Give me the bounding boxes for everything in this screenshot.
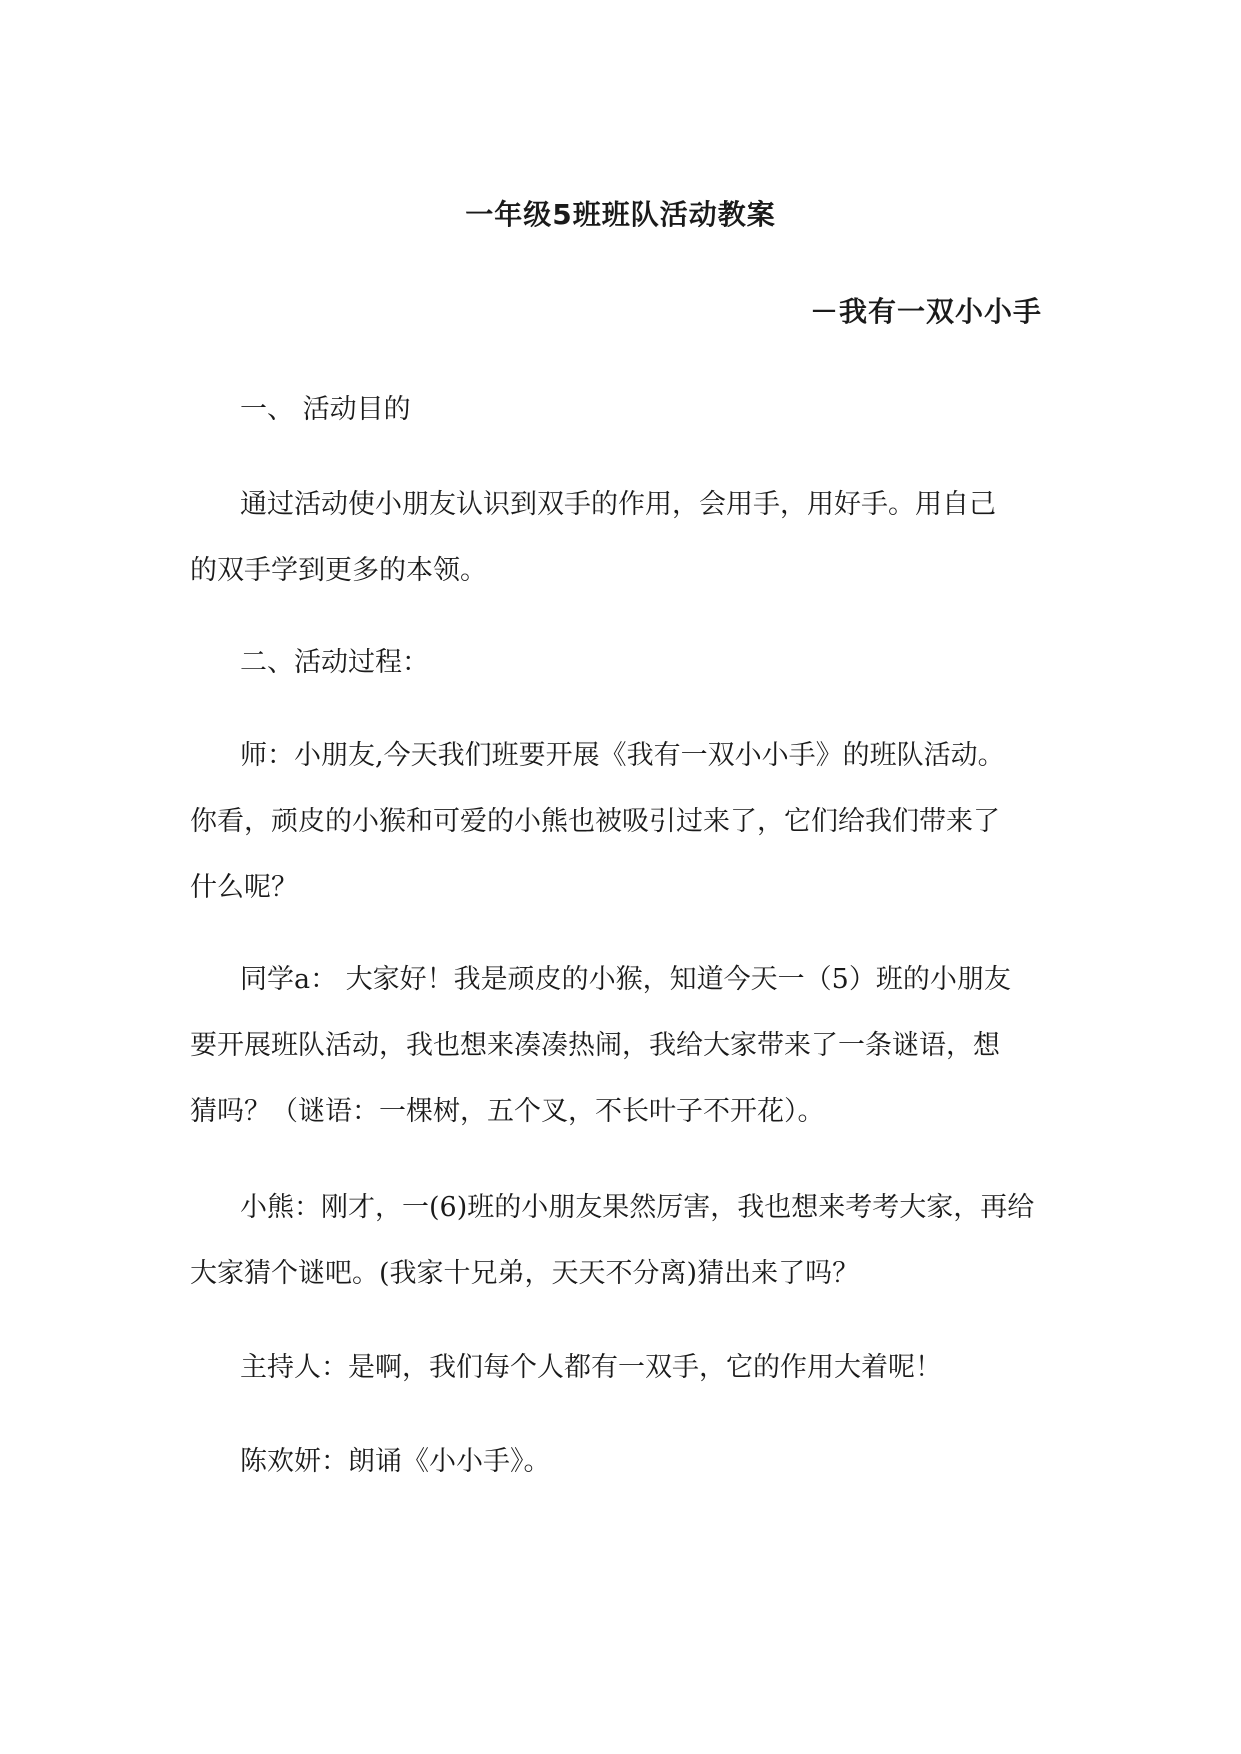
recitation-paragraph — [190, 1429, 1065, 1495]
section-2-heading-block — [190, 630, 1065, 696]
paragraph-line: 大家猜个谜吧。(我家十兄弟，天天不分离)猜出来了吗？ — [190, 1258, 860, 1289]
section-2-heading: 二、活动过程： — [240, 647, 429, 678]
paragraph-line: 要开展班队活动，我也想来凑凑热闹，我给大家带来了一条谜语，想 — [190, 1030, 1000, 1061]
document-subtitle: －我有一双小小手 — [810, 295, 1043, 328]
paragraph-line: 你看，顽皮的小猴和可爱的小熊也被吸引过来了，它们给我们带来了 — [190, 806, 1000, 837]
paragraph-line: 同学a： 大家好！我是顽皮的小猴，知道今天一（5）班的小朋友 — [240, 964, 1011, 995]
paragraph-line: 主持人：是啊，我们每个人都有一双手，它的作用大着呢！ — [240, 1352, 942, 1383]
section-1-heading: 一、 活动目的 — [240, 394, 411, 425]
paragraph-line: 小熊：刚才，一(6)班的小朋友果然厉害，我也想来考考大家，再给 — [240, 1192, 1035, 1223]
paragraph-line: 陈欢妍：朗诵《小小手》。 — [240, 1446, 551, 1477]
paragraph-line: 猜吗？（谜语：一棵树，五个叉，不长叶子不开花）。 — [190, 1096, 825, 1127]
paragraph-line: 师：小朋友,今天我们班要开展《我有一双小小手》的班队活动。 — [240, 740, 1005, 771]
paragraph-line: 什么呢？ — [190, 872, 298, 903]
paragraph-line: 通过活动使小朋友认识到双手的作用，会用手，用好手。用自己 — [240, 489, 996, 520]
paragraph-line: 的双手学到更多的本领。 — [190, 555, 487, 586]
teacher-paragraph — [190, 723, 1065, 921]
bear-paragraph — [190, 1175, 1065, 1307]
host-paragraph — [190, 1335, 1065, 1401]
document-title: 一年级5班班队活动教案 — [465, 198, 776, 231]
purpose-paragraph — [190, 472, 1065, 604]
student-a-paragraph — [190, 947, 1065, 1145]
section-1-heading-block — [190, 377, 1065, 443]
